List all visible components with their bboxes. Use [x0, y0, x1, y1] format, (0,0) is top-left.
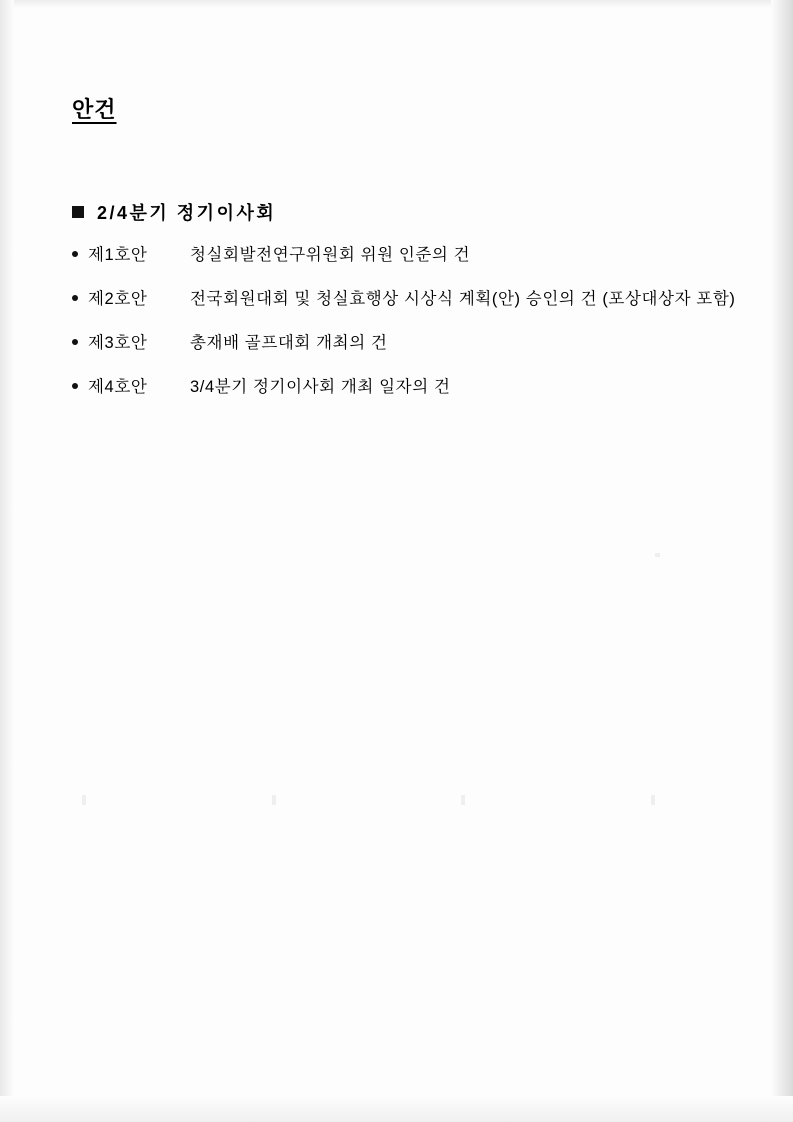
- list-item: [72, 329, 712, 353]
- dot-bullet-icon: [72, 339, 78, 345]
- agenda-item-number: 제1호안: [88, 245, 148, 264]
- scan-speck: [655, 553, 660, 557]
- agenda-item-number: 제2호안: [88, 289, 148, 308]
- square-bullet-icon: [72, 206, 84, 218]
- document-content: [72, 96, 736, 417]
- list-item: [72, 285, 736, 309]
- scan-speck: [272, 795, 276, 805]
- section-heading: [72, 199, 712, 225]
- scan-edge-top: [0, 0, 793, 8]
- list-item: [72, 373, 712, 397]
- scan-speck: [461, 795, 465, 805]
- dot-bullet-icon: [72, 383, 78, 389]
- dot-bullet-icon: [72, 251, 78, 257]
- section-heading-label: 2/4분기 정기이사회: [97, 202, 277, 223]
- scan-edge-left: [0, 0, 14, 1122]
- agenda-item-text: 전국회원대회 및 청실효행상 시상식 계획(안) 승인의 건 (포상대상자 포함): [190, 289, 736, 308]
- agenda-item-text: 청실회발전연구위원회 위원 인준의 건: [190, 245, 471, 264]
- scan-speck: [651, 795, 655, 805]
- agenda-item-number: 제4호안: [88, 377, 148, 396]
- scan-speck: [82, 795, 86, 805]
- agenda-item-number: 제3호안: [88, 333, 148, 352]
- scan-edge-right: [771, 0, 793, 1122]
- agenda-list: [72, 241, 736, 397]
- dot-bullet-icon: [72, 295, 78, 301]
- scan-edge-bottom: [0, 1096, 793, 1122]
- agenda-item-text: 3/4분기 정기이사회 개최 일자의 건: [190, 377, 451, 396]
- list-item: [72, 241, 712, 265]
- page-title: 안건: [72, 97, 117, 122]
- agenda-item-text: 총재배 골프대회 개최의 건: [190, 333, 388, 352]
